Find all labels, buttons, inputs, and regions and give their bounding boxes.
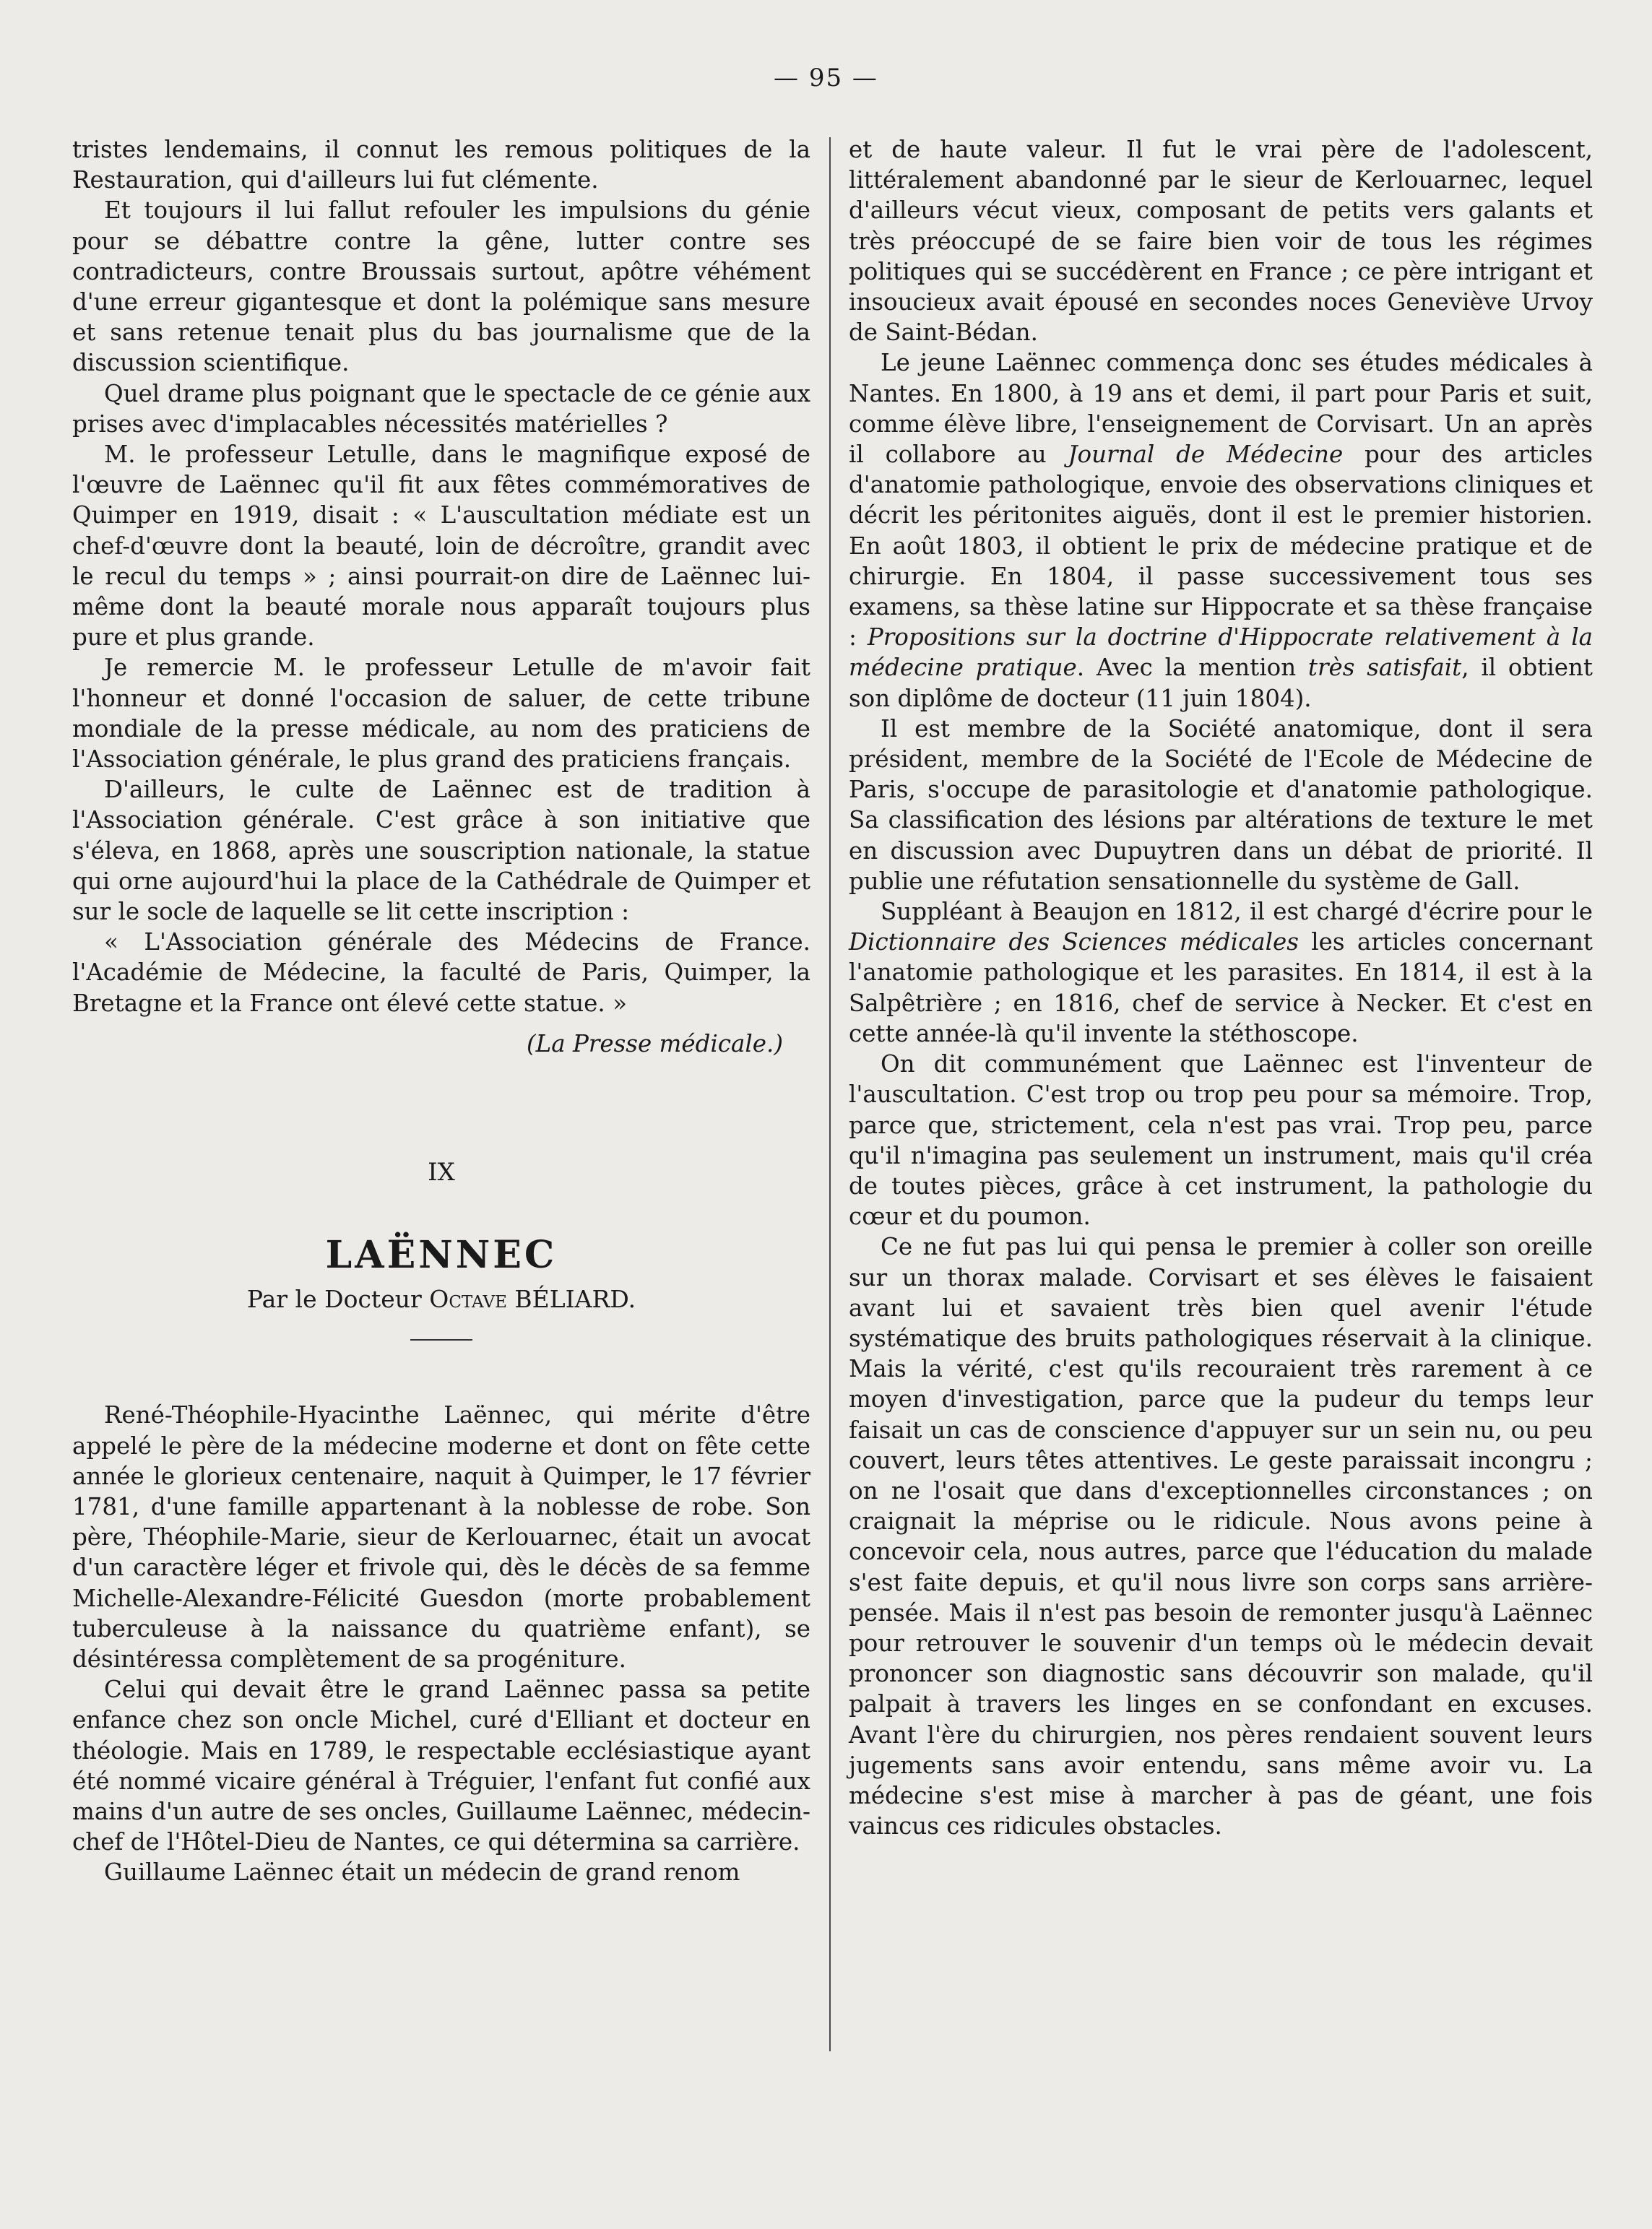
mention: très satisfait [1307, 654, 1462, 682]
source-citation: (La Presse médicale.) [527, 1029, 783, 1057]
paragraph: et de haute valeur. Il fut le vrai père de l'adolescent, littéralement abandonné par le sieur de Kerlouarnec, lequel d'ailleurs vécut vieux, composant de petits vers galants et très préoccupé de se faire bien voir de tous les régimes politiques qui se succédèrent en France ; ce père intrigant et insoucieux avait épousé en secondes noces Geneviève Urvoy de Saint-Bédan. [849, 136, 1593, 347]
paragraph: Et toujours il lui fallut refouler les impulsions du génie pour se débattre contre la gêne, lutter contre ses contradicteurs, contre Broussais surtout, apôtre véhément d'une erreur gigantesque et dont la polémique sans mesure et sans retenue tenait plus du bas journalisme que de la discussion scientifique. [72, 196, 810, 377]
paragraph: Guillaume Laënnec était un médecin de grand renom [104, 1858, 740, 1887]
article-title: LAËNNEC [325, 1233, 558, 1278]
journal-title: Journal de Médecine [1068, 441, 1344, 469]
paragraph: « L'Association générale des Médecins de France. l'Académie de Médecine, la faculté de Paris, Quimper, la Bretagne et la France ont élevé cette statue. » [72, 928, 810, 1017]
byline-prefix: Par le Docteur [246, 1285, 422, 1314]
paragraph [849, 347, 1593, 713]
paragraph: D'ailleurs, le culte de Laënnec est de tradition à l'Association générale. C'est grâce à son initiative que s'éleva, en 1868, après une souscription nationale, la statue qui orne aujourd'hui la place de la Cathédrale de Quimper et sur le socle de laquelle se lit cette inscription : [72, 776, 810, 926]
text-run: . Avec la mention [1076, 654, 1308, 682]
paragraph: tristes lendemains, il connut les remous politiques de la Restauration, qui d'ailleurs lui fut clémente. [72, 136, 810, 194]
dictionary-title: Dictionnaire des Sciences médicales [849, 928, 1299, 956]
text-run: les articles concernant l'anatomie pathologique et les parasites. En 1814, il est à la Salpêtrière ; en 1816, chef de service à Necker. Et c'est en cette année-là qu'il invente la stéthoscope. [849, 928, 1593, 1047]
text-run: , il obtient son diplôme de docteur (11 juin 1804). [849, 654, 1593, 712]
paragraph: Celui qui devait être le grand Laënnec passa sa petite enfance chez son oncle Michel, curé d'Elliant et docteur en théologie. Mais en 1789, le respectable ecclésiastique ayant été nommé vicaire général à Tréguier, l'enfant fut confié aux mains d'un autre de ses oncles, Guillaume Laënnec, médecin-chef de l'Hôtel-Dieu de Nantes, ce qui détermina sa carrière. [72, 1676, 810, 1856]
paragraph: René-Théophile-Hyacinthe Laënnec, qui mérite d'être appelé le père de la médecine moderne et dont on fête cette année le glorieux centenaire, naquit à Quimper, le 17 février 1781, d'une famille appartenant à la noblesse de robe. Son père, Théophile-Marie, sieur de Kerlouarnec, était un avocat d'un caractère léger et frivole qui, dès le décès de sa femme Michelle-Alexandre-Félicité Guesdon (morte probablement tuberculeuse à la naissance du quatrième enfant), se désintéressa complètement de sa progéniture. [72, 1401, 810, 1673]
text-run: pour des articles d'anatomie pathologique, envoie des observations cliniques et décrit les péritonites aiguës, dont il est le premier historien. En août 1803, il obtient le prix de médecine pratique et de chirurgie. En 1804, il passe successivement tous ses examens, sa thèse latine sur Hippocrate et sa thèse française : [849, 441, 1593, 652]
paragraph: On dit communément que Laënnec est l'inventeur de l'auscultation. C'est trop ou trop peu pour sa mémoire. Trop, parce que, strictement, cela n'est pas vrai. Trop peu, parce qu'il n'imagina pas seulement un instrument, mais qu'il créa de toutes pièces, grâce à cet instrument, la pathologie du cœur et du poumon. [849, 1050, 1593, 1231]
paragraph [849, 896, 1593, 1049]
paragraph: Je remercie M. le professeur Letulle de m'avoir fait l'honneur et donné l'occasion de saluer, de cette tribune mondiale de la presse médicale, au nom des praticiens de l'Association générale, le plus grand des praticiens français. [72, 654, 810, 774]
thesis-title: Propositions sur la doctrine d'Hippocrate relativement à la médecine pratique [849, 623, 1593, 682]
column-divider [829, 137, 831, 2051]
byline-author: Octave BÉLIARD. [429, 1285, 636, 1314]
title-rule [410, 1339, 472, 1341]
text-run: Le jeune Laënnec commença donc ses études médicales à Nantes. En 1800, à 19 ans et demi, il part pour Paris et suit, comme élève libre, l'enseignement de Corvisart. Un an après il collabore au [849, 349, 1593, 469]
paragraph: Il est membre de la Société anatomique, dont il sera président, membre de la Société de l'Ecole de Médecine de Paris, s'occupe de parasitologie et d'anatomie pathologique. Sa classification des lésions par altérations de texture le met en discussion avec Dupuytren dans un débat de priorité. Il publie une réfutation sensationnelle du système de Gall. [849, 714, 1593, 895]
right-column [849, 134, 1593, 1841]
paragraph: Quel drame plus poignant que le spectacle de ce génie aux prises avec d'implacables nécessités matérielles ? [72, 379, 810, 438]
byline [72, 1284, 810, 1315]
page-number: — 95 — [774, 64, 878, 92]
section-number: IX [428, 1158, 455, 1187]
paragraph: M. le professeur Letulle, dans le magnifique exposé de l'œuvre de Laënnec qu'il fit aux fêtes commémoratives de Quimper en 1919, disait : « L'auscultation médiate est un chef-d'œuvre dont la beauté, loin de décroître, grandit avec le recul du temps » ; ainsi pourrait-on dire de Laënnec lui-même dont la beauté morale nous apparaît toujours plus pure et plus grande. [72, 441, 810, 652]
paragraph: Ce ne fut pas lui qui pensa le premier à coller son oreille sur un thorax malade. Corvisart et ses élèves le faisaient avant lui et savaient très bien quel avenir l'étude systématique des bruits pathologiques réservait à la clinique. Mais la vérité, c'est qu'ils recouraient très rarement à ce moyen d'investigation, parce que la pudeur du temps leur faisait un cas de conscience d'appuyer sur un sein nu, ou peu couvert, leurs têtes attentives. Le geste paraissait incongru ; on ne l'osait que dans d'exceptionnelles circonstances ; on craignait la méprise ou le ridicule. Nous avons peine à concevoir cela, nous autres, parce que l'éducation du malade s'est faite depuis, et qu'il nous livre son corps sans arrière-pensée. Mais il n'est pas besoin de remonter jusqu'à Laënnec pour retrouver le souvenir d'un temps où le médecin devait prononcer son diagnostic sans découvrir son malade, qu'il palpait à travers les linges en se confondant en excuses. Avant l'ère du chirurgien, nos pères rendaient souvent leurs jugements sans avoir entendu, sans même avoir vu. La médecine s'est mise à marcher à pas de géant, une fois vaincus ces ridicules obstacles. [849, 1233, 1593, 1840]
text-run: Suppléant à Beaujon en 1812, il est chargé d'écrire pour le [881, 898, 1593, 926]
left-column [72, 134, 810, 1888]
